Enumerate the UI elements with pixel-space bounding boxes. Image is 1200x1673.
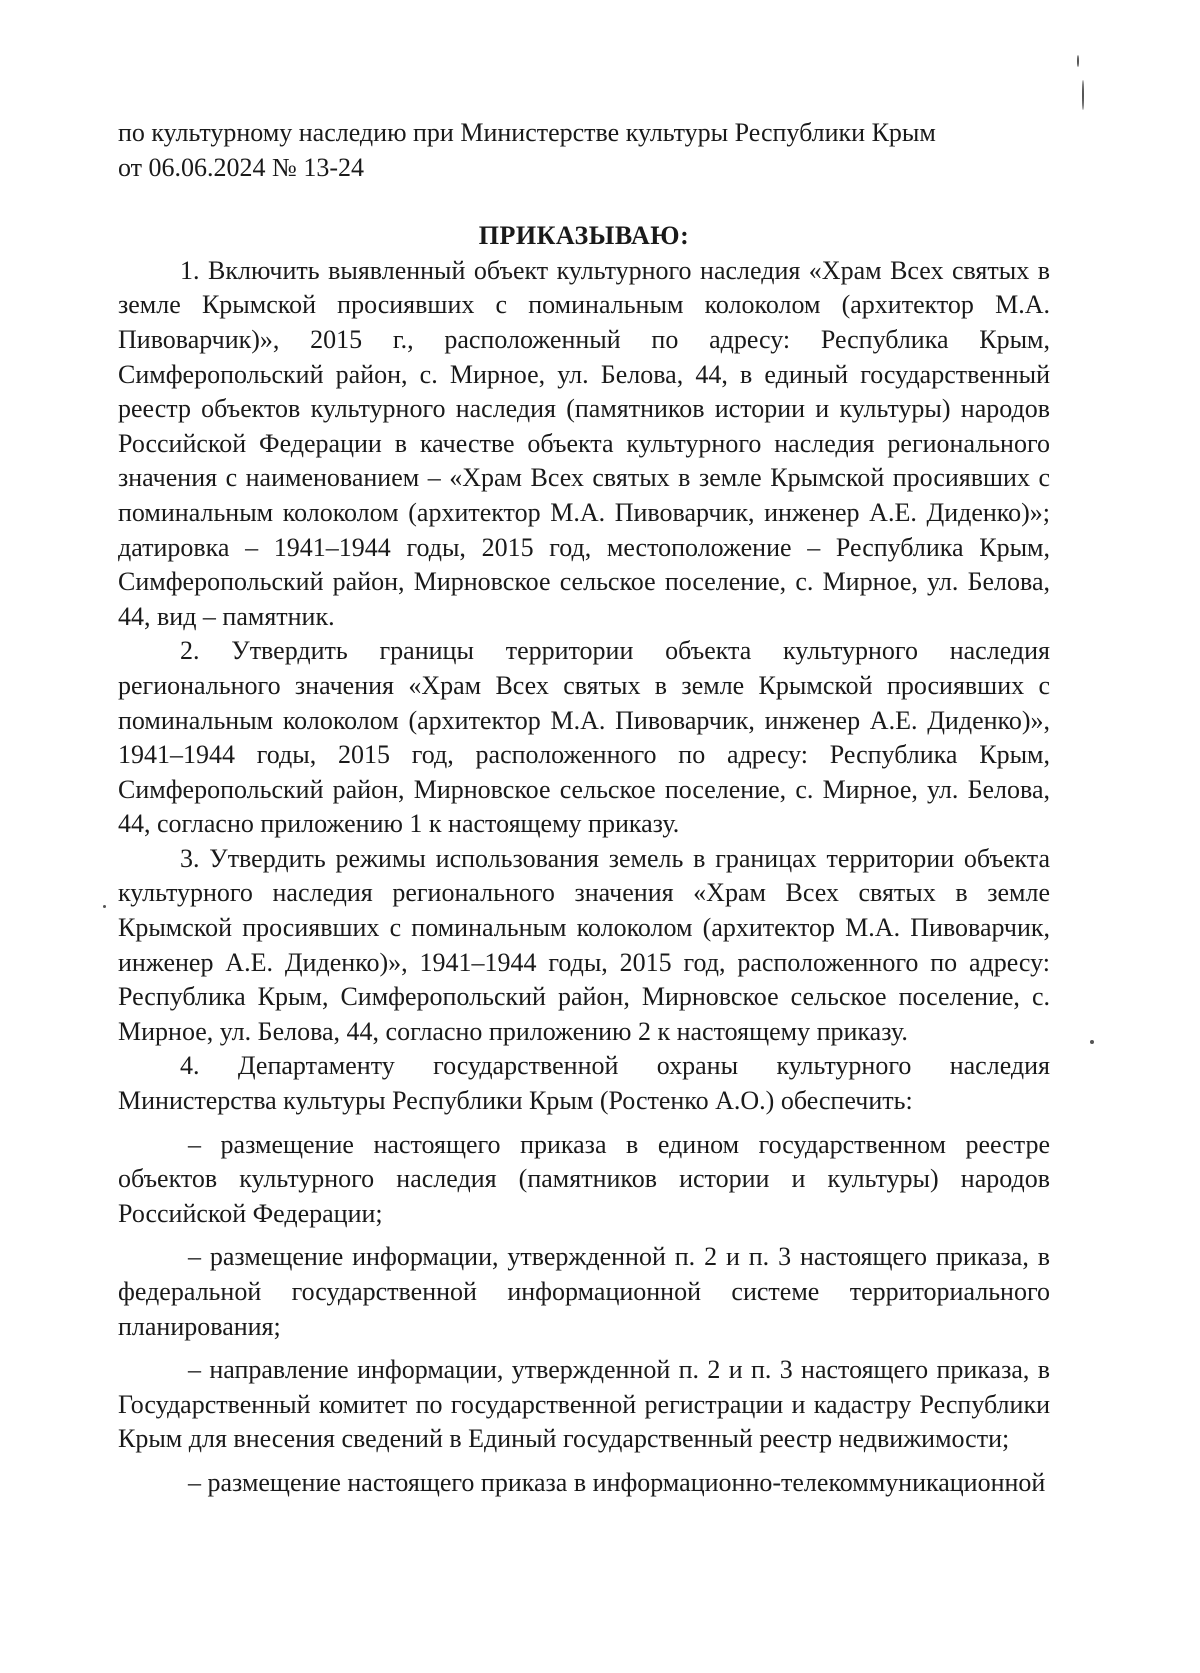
- order-subitem-1: – размещение настоящего приказа в едином государственном реестре объектов культурного наследия (памятников истории и культуры) народов Российской Федерации;: [118, 1129, 1050, 1228]
- scan-speck: [1082, 80, 1084, 110]
- order-subitem-2: – размещение информации, утвержденной п. 2 и п. 3 настоящего приказа, в федеральной государственной информационной системе территориального планирования;: [118, 1242, 1050, 1341]
- order-heading: ПРИКАЗЫВАЮ:: [478, 221, 690, 251]
- order-subitem-3: – направление информации, утвержденной п. 2 и п. 3 настоящего приказа, в Государственный комитет по государственной регистрации и кадастру Республики Крым для внесения сведений в Единый государственный реестр недвижимости;: [118, 1355, 1050, 1454]
- order-item-1: 1. Включить выявленный объект культурного наследия «Храм Всех святых в земле Крымской просиявших с поминальным колоколом (архитектор М.А. Пивоварчик)», 2015 г., расположенный по адресу: Республика Крым, Симферопольский район, с. Мирное, ул. Белова, 44, в единый государственный реестр объектов культурного наследия (памятников истории и культуры) народов Российской Федерации в качестве объекта культурного наследия регионального значения с наименованием – «Храм Всех святых в земле Крымской просиявших с поминальным колоколом (архитектор М.А. Пивоварчик, инженер А.Е. Диденко)»; датировка – 1941–1944 годы, 2015 год, местоположение – Республика Крым, Симферопольский район, Мирновское сельское поселение, с. Мирное, ул. Белова, 44, вид – памятник.: [118, 255, 1050, 631]
- intro-date-line: от 06.06.2024 № 13-24: [118, 152, 364, 182]
- scan-speck: [1090, 1040, 1094, 1044]
- order-subitem-4: – размещение настоящего приказа в информационно-телекоммуникационной: [188, 1467, 1046, 1497]
- document-body: [118, 116, 1050, 1501]
- order-item-4: 4. Департаменту государственной охраны культурного наследия Министерства культуры Республики Крым (Ростенко А.О.) обеспечить:: [118, 1051, 1050, 1116]
- scan-speck: [103, 905, 106, 908]
- order-item-2: 2. Утвердить границы территории объекта культурного наследия регионального значения «Храм Всех святых в земле Крымской просиявших с поминальным колоколом (архитектор М.А. Пивоварчик, инженер А.Е. Диденко)», 1941–1944 годы, 2015 год, расположенного по адресу: Республика Крым, Симферопольский район, Мирновское сельское поселение, с. Мирное, ул. Белова, 44, согласно приложению 1 к настоящему приказу.: [118, 636, 1050, 839]
- scan-speck: [1077, 55, 1079, 67]
- intro-line: по культурному наследию при Министерстве культуры Республики Крым: [118, 118, 936, 147]
- order-item-3: 3. Утвердить режимы использования земель в границах территории объекта культурного наследия регионального значения «Храм Всех святых в земле Крымской просиявших с поминальным колоколом (архитектор М.А. Пивоварчик, инженер А.Е. Диденко)», 1941–1944 годы, 2015 год, расположенного по адресу: Республика Крым, Симферопольский район, Мирновское сельское поселение, с. Мирное, ул. Белова, 44, согласно приложению 2 к настоящему приказу.: [118, 843, 1050, 1046]
